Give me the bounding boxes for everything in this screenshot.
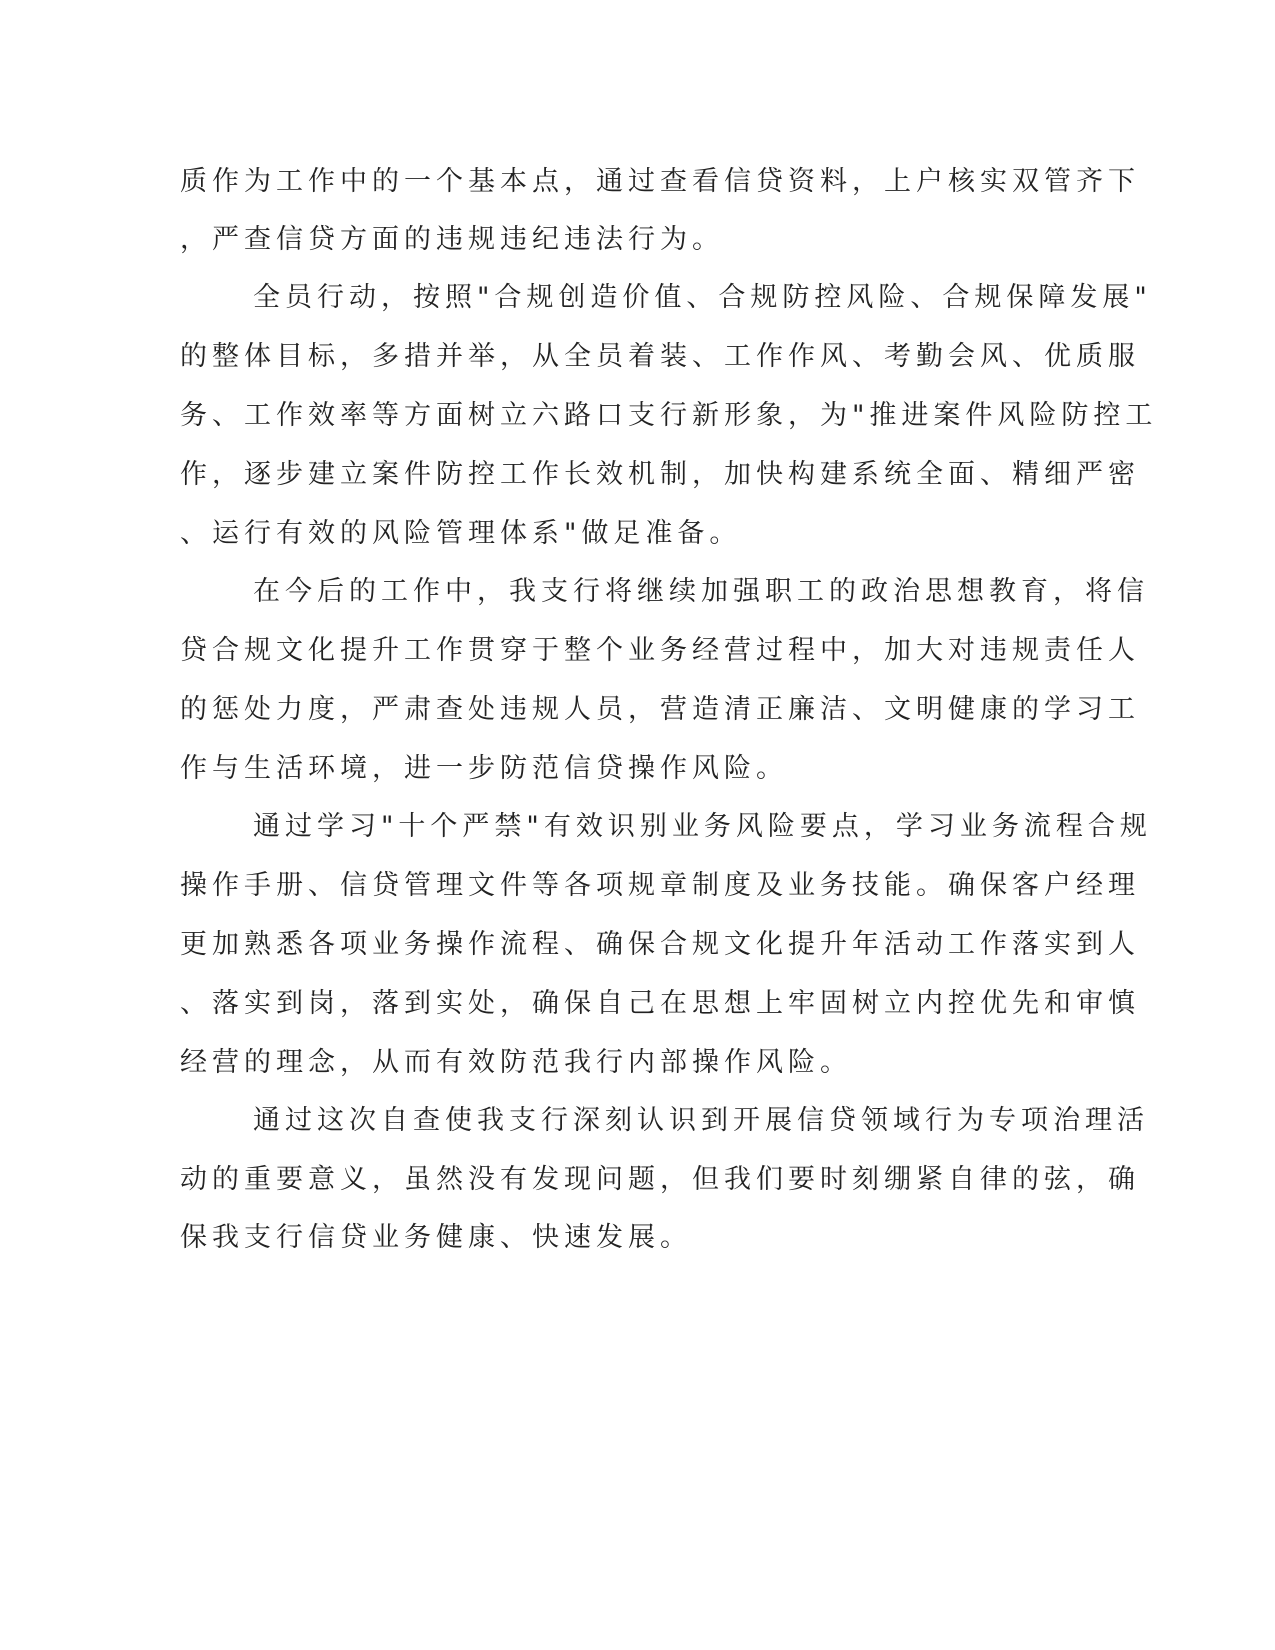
paragraph-4-line-3: 更加熟悉各项业务操作流程、确保合规文化提升年活动工作落实到人 <box>180 929 1140 960</box>
paragraph-2-line-5: 、运行有效的风险管理体系"做足准备。 <box>180 518 742 549</box>
paragraph-4-line-2: 操作手册、信贷管理文件等各项规章制度及业务技能。确保客户经理 <box>180 870 1140 901</box>
paragraph-4-line-5: 经营的理念，从而有效防范我行内部操作风险。 <box>180 1047 852 1078</box>
paragraph-3-line-3: 的惩处力度，严肃查处违规人员，营造清正廉洁、文明健康的学习工 <box>180 694 1140 725</box>
paragraph-1-line-2: ，严查信贷方面的违规违纪违法行为。 <box>180 224 724 255</box>
paragraph-2-line-2: 的整体目标，多措并举，从全员着装、工作作风、考勤会风、优质服 <box>180 341 1140 372</box>
paragraph-5-line-2: 动的重要意义，虽然没有发现问题，但我们要时刻绷紧自律的弦，确 <box>180 1164 1140 1195</box>
paragraph-3-line-2: 贷合规文化提升工作贯穿于整个业务经营过程中，加大对违规责任人 <box>180 635 1140 666</box>
paragraph-1-line-1: 质作为工作中的一个基本点，通过查看信贷资料，上户核实双管齐下 <box>180 166 1140 197</box>
paragraph-5-line-3: 保我支行信贷业务健康、快速发展。 <box>180 1222 692 1253</box>
paragraph-5-line-1: 通过这次自查使我支行深刻认识到开展信贷领域行为专项治理活 <box>253 1105 1149 1136</box>
paragraph-4-line-4: 、落实到岗，落到实处，确保自己在思想上牢固树立内控优先和审慎 <box>180 988 1140 1019</box>
paragraph-3-line-4: 作与生活环境，进一步防范信贷操作风险。 <box>180 753 788 784</box>
paragraph-2-line-4: 作，逐步建立案件防控工作长效机制，加快构建系统全面、精细严密 <box>180 459 1140 490</box>
paragraph-2-line-3: 务、工作效率等方面树立六路口支行新形象，为"推进案件风险防控工 <box>180 400 1158 431</box>
paragraph-4-line-1: 通过学习"十个严禁"有效识别业务风险要点，学习业务流程合规 <box>253 811 1152 842</box>
paragraph-2-line-1: 全员行动，按照"合规创造价值、合规防控风险、合规保障发展" <box>253 282 1152 313</box>
paragraph-3-line-1: 在今后的工作中，我支行将继续加强职工的政治思想教育，将信 <box>253 576 1149 607</box>
